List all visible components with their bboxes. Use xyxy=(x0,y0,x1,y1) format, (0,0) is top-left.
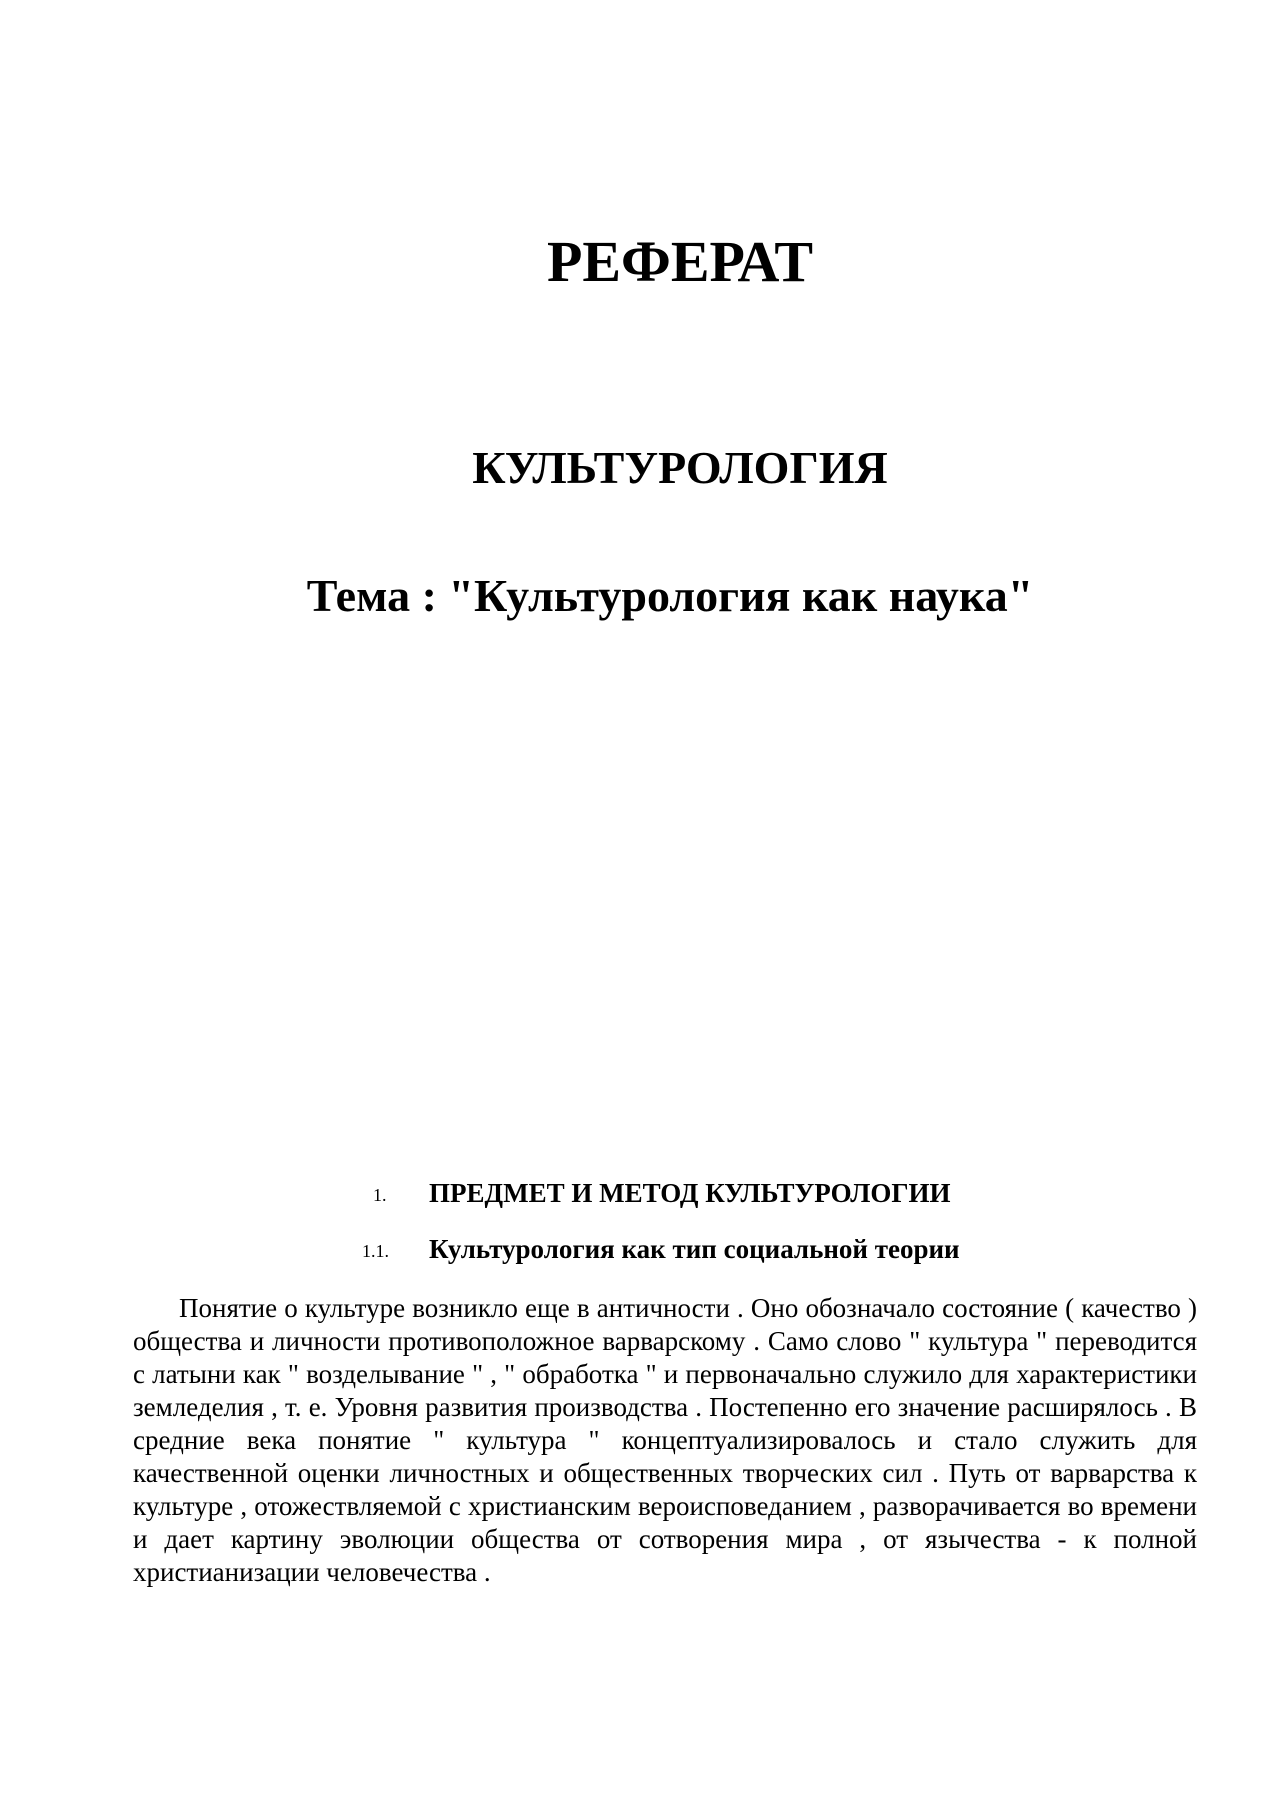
body-paragraph: Понятие о культуре возникло еще в античности . Оно обозначало состояние ( качество ) общества и личности противоположное варварскому . Само слово " культура " переводится с латыни как " возделывание " , " обработка " и первоначально служило для характеристики земледелия , т. е. Уровня развития производства . Постепенно его значение расширялось . В средние века понятие " культура " концептуализировалось и стало служить для качественной оценки личностных и общественных творческих сил . Путь от варварства к культуре , отожествляемой с христианским вероисповеданием , разворачивается во времени и дает картину эволюции общества от сотворения мира , от язычества - к полной христианизации человечества . xyxy=(133,1293,1197,1587)
subject-heading: КУЛЬТУРОЛОГИЯ xyxy=(472,442,888,493)
topic-heading: Тема : "Культурология как наука" xyxy=(306,570,1034,621)
section-number: 1. xyxy=(373,1185,387,1205)
subsection-title: Культурология как тип социальной теории xyxy=(429,1234,960,1264)
document-title: РЕФЕРАТ xyxy=(546,229,814,294)
subsection-number: 1.1. xyxy=(362,1241,389,1261)
section-title: ПРЕДМЕТ И МЕТОД КУЛЬТУРОЛОГИИ xyxy=(429,1178,951,1208)
